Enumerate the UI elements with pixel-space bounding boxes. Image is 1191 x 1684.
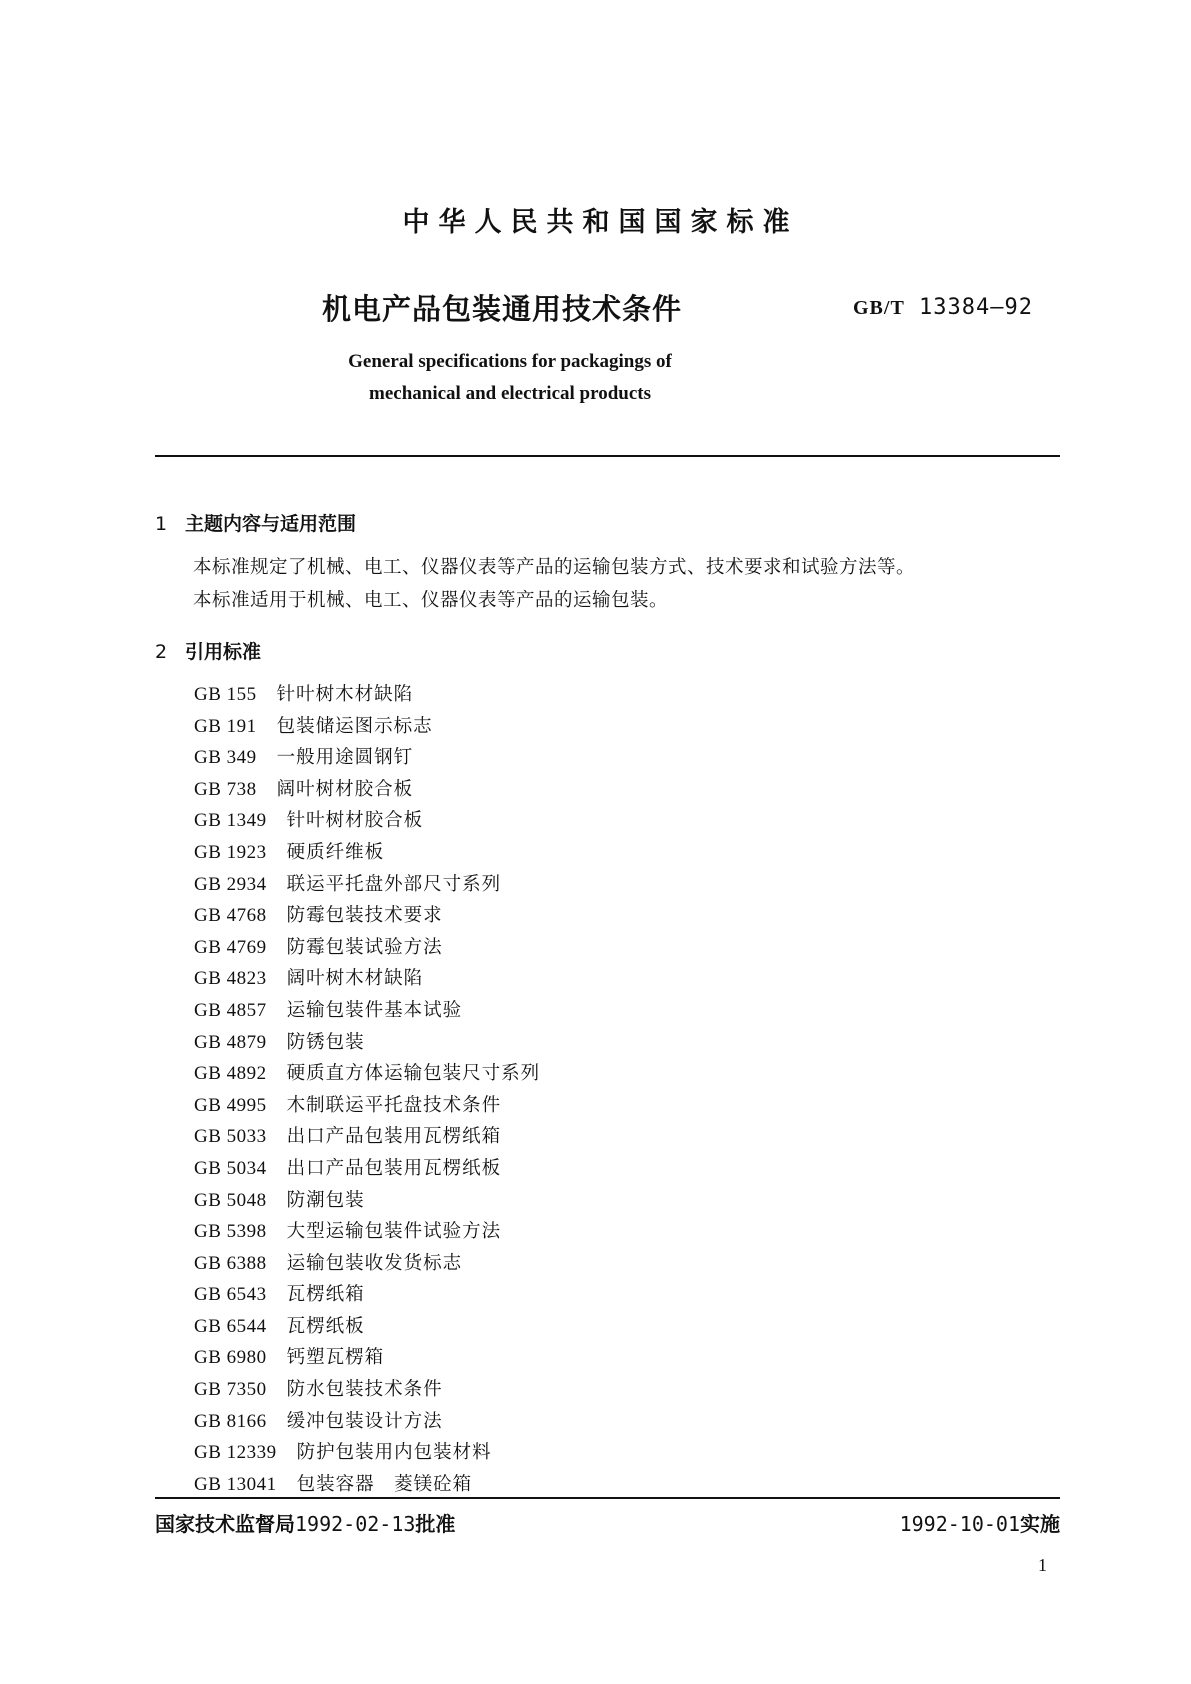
reference-item (194, 1406, 540, 1438)
reference-code: GB 5048 (194, 1189, 267, 1211)
reference-code: GB 12339 (194, 1442, 277, 1464)
reference-code: GB 6980 (194, 1347, 267, 1369)
reference-name: 防霉包装技术要求 (286, 905, 443, 927)
approval-info (155, 1508, 455, 1537)
reference-item (194, 1090, 540, 1122)
reference-code: GB 4892 (194, 1063, 267, 1085)
effective-date: 1992-10-01 (899, 1512, 1020, 1536)
reference-item (194, 1121, 540, 1153)
standard-code-number: 13384—92 (919, 295, 1034, 320)
reference-item (194, 679, 540, 711)
reference-item (194, 1342, 540, 1374)
reference-item (194, 774, 540, 806)
approving-authority: 国家技术监督局 (155, 1512, 295, 1536)
reference-code: GB 4823 (194, 968, 267, 990)
reference-item (194, 1058, 540, 1090)
reference-code: GB 4769 (194, 936, 267, 958)
section-2-title: 引用标准 (185, 641, 262, 663)
reference-code: GB 4768 (194, 905, 267, 927)
reference-name: 瓦楞纸箱 (286, 1284, 365, 1306)
reference-item (194, 1311, 540, 1343)
reference-name: 包装容器 菱镁砼箱 (296, 1473, 473, 1495)
reference-name: 联运平托盘外部尺寸系列 (286, 873, 502, 895)
reference-name: 防潮包装 (286, 1189, 365, 1211)
reference-name: 阔叶树木材缺陷 (286, 968, 424, 990)
reference-item (194, 711, 540, 743)
reference-code: GB 349 (194, 747, 257, 769)
reference-name: 针叶树木材缺陷 (276, 684, 414, 705)
reference-name: 出口产品包装用瓦楞纸箱 (286, 1126, 502, 1148)
section-1-heading (155, 509, 356, 536)
reference-name: 防锈包装 (286, 1031, 365, 1053)
reference-item (194, 995, 540, 1027)
header-divider (155, 455, 1060, 457)
reference-item (194, 1153, 540, 1185)
reference-item (194, 869, 540, 901)
reference-item (194, 1027, 540, 1059)
reference-name: 运输包装件基本试验 (286, 999, 463, 1021)
reference-name: 阔叶树材胶合板 (276, 778, 414, 800)
reference-item (194, 837, 540, 869)
reference-name: 包装储运图示标志 (276, 715, 433, 737)
reference-name: 防护包装用内包装材料 (296, 1442, 492, 1464)
reference-name: 针叶树材胶合板 (286, 810, 424, 832)
standard-title-cn: 机电产品包装通用技术条件 (322, 292, 683, 326)
reference-item (194, 900, 540, 932)
section-1-title: 主题内容与适用范围 (185, 513, 357, 535)
reference-code: GB 1349 (194, 810, 267, 832)
effective-label: 实施 (1020, 1512, 1060, 1536)
reference-code: GB 5398 (194, 1221, 267, 1243)
reference-item (194, 1437, 540, 1469)
standard-title-en-line1: General specifications for packagings of (348, 351, 672, 372)
approval-label: 批准 (415, 1512, 456, 1536)
section-1-number: 1 (155, 513, 168, 535)
reference-item (194, 1216, 540, 1248)
reference-code: GB 1923 (194, 841, 267, 863)
reference-name: 硬质直方体运输包装尺寸系列 (286, 1063, 541, 1085)
reference-item (194, 1185, 540, 1217)
reference-code: GB 4879 (194, 1031, 267, 1053)
reference-code: GB 7350 (194, 1379, 267, 1401)
section-1-paragraph-2: 本标准适用于机械、电工、仪器仪表等产品的运输包装。 (193, 590, 669, 611)
reference-name: 防水包装技术条件 (286, 1379, 443, 1401)
reference-name: 防霉包装试验方法 (286, 936, 443, 958)
reference-name: 硬质纤维板 (286, 841, 385, 863)
reference-code: GB 6543 (194, 1284, 267, 1306)
reference-code: GB 155 (194, 684, 257, 705)
reference-item (194, 742, 540, 774)
reference-name: 钙塑瓦楞箱 (286, 1347, 385, 1369)
footer-divider (155, 1497, 1060, 1499)
reference-name: 瓦楞纸板 (286, 1315, 365, 1337)
reference-code: GB 191 (194, 715, 257, 737)
page-number: 1 (1038, 1555, 1047, 1575)
approval-date: 1992-02-13 (295, 1512, 416, 1536)
reference-name: 木制联运平托盘技术条件 (286, 1094, 502, 1116)
reference-code: GB 2934 (194, 873, 267, 895)
standard-code (853, 295, 1033, 320)
reference-item (194, 932, 540, 964)
reference-item (194, 1248, 540, 1280)
reference-item (194, 1279, 540, 1311)
reference-item (194, 1374, 540, 1406)
reference-code: GB 6388 (194, 1252, 267, 1274)
reference-code: GB 6544 (194, 1315, 267, 1337)
reference-code: GB 8166 (194, 1410, 267, 1432)
effective-info (900, 1508, 1060, 1537)
reference-name: 缓冲包装设计方法 (286, 1410, 443, 1432)
standard-title-en-line2: mechanical and electrical products (369, 383, 651, 404)
standard-code-prefix: GB/T (853, 297, 905, 319)
reference-code: GB 4857 (194, 999, 267, 1021)
section-2-number: 2 (155, 641, 168, 663)
section-1-paragraph-1: 本标准规定了机械、电工、仪器仪表等产品的运输包装方式、技术要求和试验方法等。 (193, 557, 916, 578)
section-2-heading (155, 637, 261, 664)
reference-name: 大型运输包装件试验方法 (286, 1221, 502, 1243)
reference-code: GB 13041 (194, 1473, 277, 1495)
reference-name: 一般用途圆钢钉 (276, 747, 414, 769)
reference-item (194, 805, 540, 837)
reference-code: GB 5033 (194, 1126, 267, 1148)
reference-name: 出口产品包装用瓦楞纸板 (286, 1157, 502, 1179)
reference-item (194, 1469, 540, 1501)
reference-code: GB 738 (194, 778, 257, 800)
reference-code: GB 4995 (194, 1094, 267, 1116)
reference-name: 运输包装收发货标志 (286, 1252, 463, 1274)
national-standard-heading: 中华人民共和国国家标准 (402, 207, 799, 238)
reference-list (194, 679, 540, 1500)
reference-item (194, 963, 540, 995)
reference-code: GB 5034 (194, 1157, 267, 1179)
